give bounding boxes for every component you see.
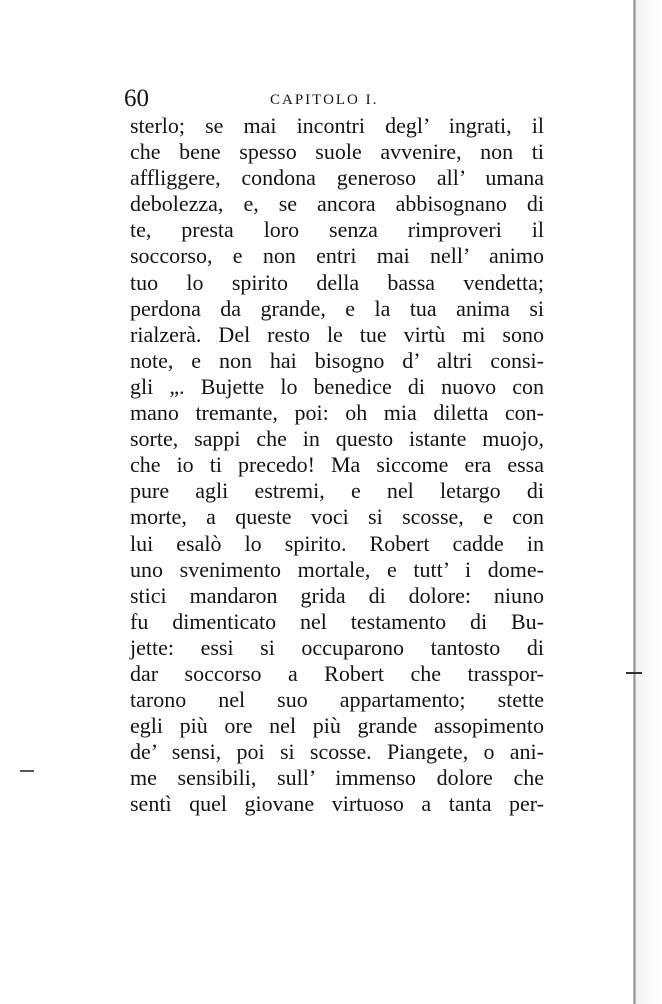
page-header: [124, 86, 544, 112]
text-line: affliggere, condona generoso all’ umana: [130, 165, 544, 191]
text-line: lui esalò lo spirito. Robert cadde in: [130, 530, 544, 556]
text-line: perdona da grande, e la tua anima si: [130, 295, 544, 321]
page-number: 60: [124, 85, 149, 112]
page-edge-shadow: [636, 0, 662, 1004]
text-line: sentì quel giovane virtuoso a tanta per-: [130, 791, 544, 817]
text-line: soccorso, e non entri mai nell’ animo: [130, 243, 544, 269]
text-line: te, presta loro senza rimproveri il: [130, 217, 544, 243]
text-line: jette: essi si occuparono tantosto di: [130, 634, 544, 660]
text-line: tarono nel suo appartamento; stette: [130, 687, 544, 713]
text-line: morte, a queste voci si scosse, e con: [130, 504, 544, 530]
text-line: pure agli estremi, e nel letargo di: [130, 478, 544, 504]
text-line: egli più ore nel più grande assopimento: [130, 713, 544, 739]
running-title: CAPITOLO I.: [270, 92, 379, 108]
text-line: mano tremante, poi: oh mia diletta con-: [130, 400, 544, 426]
body-text: [130, 113, 544, 818]
text-line: uno svenimento mortale, e tutt’ i dome-: [130, 556, 544, 582]
text-line: tuo lo spirito della bassa vendetta;: [130, 269, 544, 295]
margin-mark: [20, 770, 34, 772]
text-line: sorte, sappi che in questo istante muojo,: [130, 426, 544, 452]
text-line: che bene spesso suole avvenire, non ti: [130, 139, 544, 165]
text-line: de’ sensi, poi si scosse. Piangete, o ani-: [130, 739, 544, 765]
text-line: sterlo; se mai incontri degl’ ingrati, il: [130, 113, 544, 138]
text-line: fu dimenticato nel testamento di Bu-: [130, 608, 544, 634]
text-line: gli „. Bujette lo benedice di nuovo con: [130, 373, 544, 399]
text-line: me sensibili, sull’ immenso dolore che: [130, 765, 544, 791]
page-edge-line: [633, 0, 636, 1004]
text-line: che io ti precedo! Ma siccome era essa: [130, 452, 544, 478]
page-edge-mark: [626, 672, 642, 674]
text-line: rialzerà. Del resto le tue virtù mi sono: [130, 321, 544, 347]
text-line: debolezza, e, se ancora abbisognano di: [130, 191, 544, 217]
text-line: dar soccorso a Robert che trasspor-: [130, 660, 544, 686]
text-line: note, e non hai bisogno d’ altri consi-: [130, 347, 544, 373]
text-line: stici mandaron grida di dolore: niuno: [130, 582, 544, 608]
